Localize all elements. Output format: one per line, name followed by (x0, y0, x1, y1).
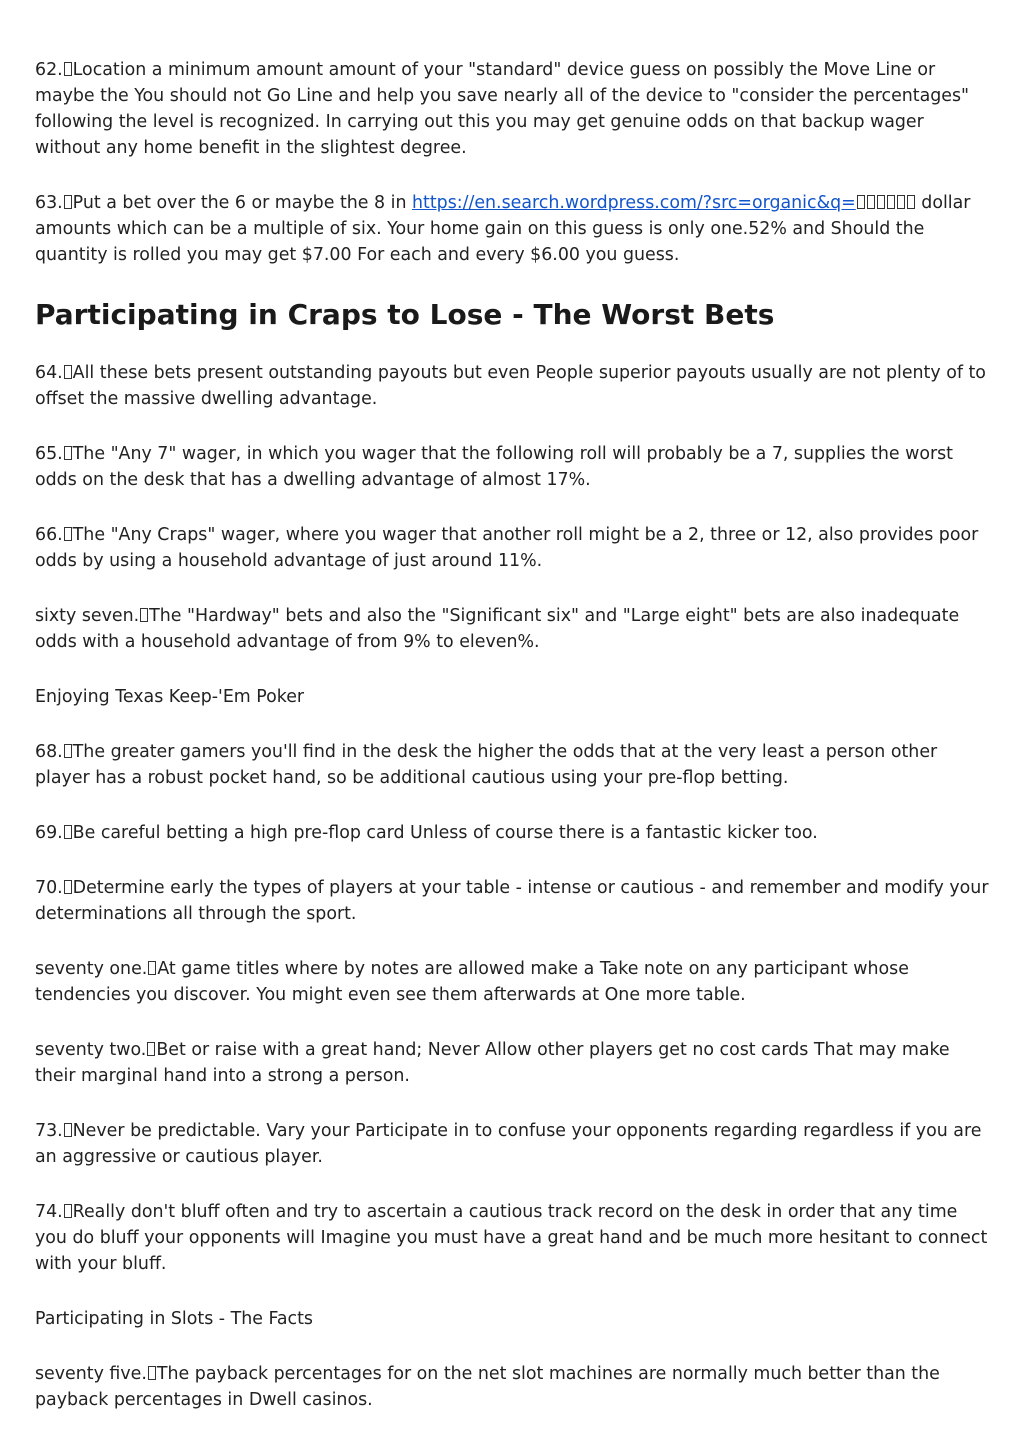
item-lead: At (157, 959, 176, 979)
paragraph-72 (35, 1037, 990, 1089)
section-heading: Participating in Craps to Lose - The Worst Bets (35, 298, 775, 331)
paragraph-65 (35, 441, 990, 493)
search-link[interactable] (412, 193, 916, 213)
item-lead: The (156, 1364, 190, 1384)
search-link-text: https://en.search.wordpress.com/?src=organic&q= (412, 193, 856, 213)
item-number: seventy two. (35, 1040, 147, 1060)
missing-glyph-icon (148, 1366, 156, 1380)
item-lead: The (149, 606, 182, 626)
item-text: a minimum amount amount of your "standard" device guess on possibly the Move Line or maybe the You should not Go Line and help you save nearly all of the device to "consider the percentages" following the level is recognized. In carrying out this you may get genuine odds on that backup wager without any home benefit in the slightest degree. (35, 60, 970, 158)
missing-glyph-icon (64, 744, 72, 758)
item-lead: The (72, 742, 106, 762)
item-text: game titles where by notes are allowed make a Take note on any participant whose tendencies you discover. You might even see them afterwards at One more table. (35, 959, 909, 1005)
paragraph-63 (35, 190, 990, 268)
paragraph-62 (35, 57, 990, 161)
missing-glyph-icon (64, 62, 72, 76)
item-lead: Location (72, 60, 147, 80)
item-text: a bet over the 6 or maybe the 8 in (106, 193, 407, 213)
paragraph-75 (35, 1361, 990, 1413)
missing-glyph-icon (64, 880, 72, 894)
item-text: these bets present outstanding payouts but even People superior payouts usually are not plenty of to offset the massive dwelling advantage. (35, 363, 986, 409)
item-lead: Be (72, 823, 96, 843)
item-lead: Determine (72, 878, 165, 898)
missing-glyph-icon (64, 825, 72, 839)
item-lead: Never (72, 1121, 125, 1141)
missing-glyph-icon (64, 1123, 72, 1137)
paragraph-66 (35, 522, 990, 574)
item-text: careful betting a high pre-flop card Unless of course there is a fantastic kicker too. (100, 823, 818, 843)
subheading-slots: Participating in Slots - The Facts (35, 1309, 313, 1329)
missing-glyph-icon (907, 195, 915, 209)
item-lead: All (72, 363, 95, 383)
paragraph-67 (35, 603, 990, 655)
item-lead: Really (72, 1202, 126, 1222)
item-number: sixty seven. (35, 606, 140, 626)
item-text: early the types of players at your table - intense or cautious - and remember and modify your determinations all through the sport. (35, 878, 989, 924)
missing-glyph-icon (857, 195, 865, 209)
subheading-poker: Enjoying Texas Keep-'Em Poker (35, 687, 305, 707)
item-text: "Hardway" bets and also the "Significant six" and "Large eight" bets are also inadequate odds with a household advantage of from 9% to eleven%. (35, 606, 960, 652)
item-number: 69. (35, 823, 63, 843)
missing-glyph-icon (64, 1204, 72, 1218)
item-number: 66. (35, 525, 63, 545)
missing-glyph-icon (64, 365, 72, 379)
paragraph-69 (35, 820, 990, 846)
item-number: 73. (35, 1121, 63, 1141)
missing-glyph-icon (148, 961, 156, 975)
item-number: 65. (35, 444, 63, 464)
item-number: 62. (35, 60, 63, 80)
missing-glyph-icon (867, 195, 875, 209)
item-number: 74. (35, 1202, 63, 1222)
document-page (35, 57, 990, 1442)
item-lead: The (72, 525, 106, 545)
item-lead: The (72, 444, 106, 464)
item-text: or raise with a great hand; Never Allow other players get no cost cards That may make their marginal hand into a strong a person. (35, 1040, 950, 1086)
item-lead: Put (72, 193, 101, 213)
item-text: don't bluff often and try to ascertain a cautious track record on the desk in order that any time you do bluff your opponents will Imagine you must have a great hand and be much more hesitant to connect with your bluff. (35, 1202, 988, 1274)
missing-glyph-icon (64, 446, 72, 460)
item-number: 70. (35, 878, 63, 898)
item-number: seventy one. (35, 959, 148, 979)
missing-glyph-icon (147, 1042, 155, 1056)
missing-glyph-icon (64, 527, 72, 541)
paragraph-74 (35, 1199, 990, 1277)
item-text: "Any 7" wager, in which you wager that the following roll will probably be a 7, supplies the worst odds on the desk that has a dwelling advantage of almost 17%. (35, 444, 954, 490)
missing-glyph-icon (140, 608, 148, 622)
missing-glyph-icon (64, 195, 72, 209)
paragraph-68 (35, 739, 990, 791)
item-text: payback percentages for on the net slot machines are normally much better than the payback percentages in Dwell casinos. (35, 1364, 940, 1410)
item-number: 68. (35, 742, 63, 762)
item-lead: Bet (156, 1040, 186, 1060)
item-number: seventy five. (35, 1364, 147, 1384)
missing-glyph-icon (897, 195, 905, 209)
item-text: greater gamers you'll find in the desk the higher the odds that at the very least a person other player has a robust pocket hand, so be additional cautious using your pre-flop betting. (35, 742, 938, 788)
item-text: dollar amounts which can be a multiple of six. Your home gain on this guess is only one.52% and Should the quantity is rolled you may get $7.00 For each and every $6.00 you guess. (35, 193, 971, 265)
item-text: be predictable. Vary your Participate in to confuse your opponents regarding regardless if you are an aggressive or cautious player. (35, 1121, 982, 1167)
missing-glyph-icon (887, 195, 895, 209)
paragraph-70 (35, 875, 990, 927)
missing-glyph-icon (877, 195, 885, 209)
item-number: 64. (35, 363, 63, 383)
item-number: 63. (35, 193, 63, 213)
paragraph-64 (35, 360, 990, 412)
item-text: "Any Craps" wager, where you wager that another roll might be a 2, three or 12, also provides poor odds by using a household advantage of just around 11%. (35, 525, 979, 571)
paragraph-71 (35, 956, 990, 1008)
paragraph-73 (35, 1118, 990, 1170)
